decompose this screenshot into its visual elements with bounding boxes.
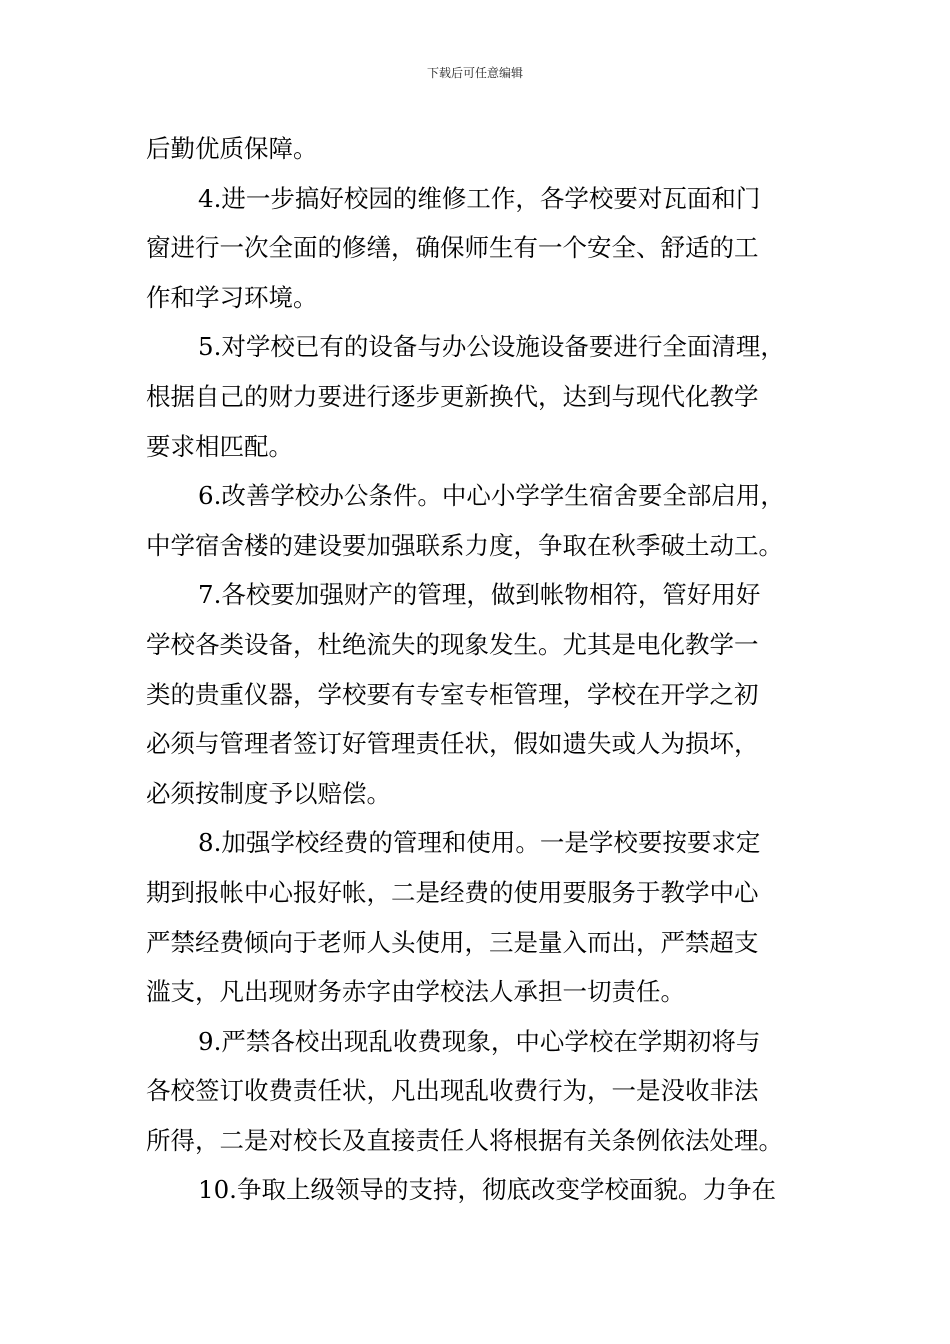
text-line: 期到报帐中心报好帐，二是经费的使用要服务于教学中心 xyxy=(146,877,759,907)
text-line: 窗进行一次全面的修缮，确保师生有一个安全、舒适的工 xyxy=(146,233,759,263)
text-line: 必须与管理者签订好管理责任状，假如遗失或人为损坏， xyxy=(146,729,759,759)
text-line: 中学宿舍楼的建设要加强联系力度，争取在秋季破土动工。 xyxy=(146,530,783,560)
text-line: 必须按制度予以赔偿。 xyxy=(146,778,391,808)
text-line: 类的贵重仪器，学校要有专室专柜管理，学校在开学之初 xyxy=(146,679,759,709)
text-line: 10.争取上级领导的支持，彻底改变学校面貌。力争在 xyxy=(198,1175,776,1205)
text-line: 严禁经费倾向于老师人头使用，三是量入而出，严禁超支 xyxy=(146,927,759,957)
text-line: 作和学习环境。 xyxy=(146,282,318,312)
text-line: 4.进一步搞好校园的维修工作，各学校要对瓦面和门 xyxy=(198,183,761,213)
text-line: 所得，二是对校长及直接责任人将根据有关条例依法处理。 xyxy=(146,1125,783,1155)
text-line: 9.严禁各校出现乱收费现象，中心学校在学期初将与 xyxy=(198,1026,761,1056)
text-line: 学校各类设备，杜绝流失的现象发生。尤其是电化教学一 xyxy=(146,629,759,659)
text-line: 5.对学校已有的设备与办公设施设备要进行全面清理， xyxy=(198,332,785,362)
text-line: 滥支，凡出现财务赤字由学校法人承担一切责任。 xyxy=(146,977,685,1007)
text-line: 后勤优质保障。 xyxy=(146,134,318,163)
text-line: 7.各校要加强财产的管理，做到帐物相符，管好用好 xyxy=(198,580,761,610)
document-body xyxy=(146,124,810,1215)
text-line: 根据自己的财力要进行逐步更新换代，达到与现代化教学 xyxy=(146,381,759,411)
page-header: 下载后可任意编辑 xyxy=(426,66,523,80)
text-line: 6.改善学校办公条件。中心小学学生宿舍要全部启用， xyxy=(198,481,785,511)
text-line: 8.加强学校经费的管理和使用。一是学校要按要求定 xyxy=(198,828,761,858)
text-line: 要求相匹配。 xyxy=(146,431,293,461)
text-line: 各校签订收费责任状，凡出现乱收费行为，一是没收非法 xyxy=(146,1076,759,1106)
